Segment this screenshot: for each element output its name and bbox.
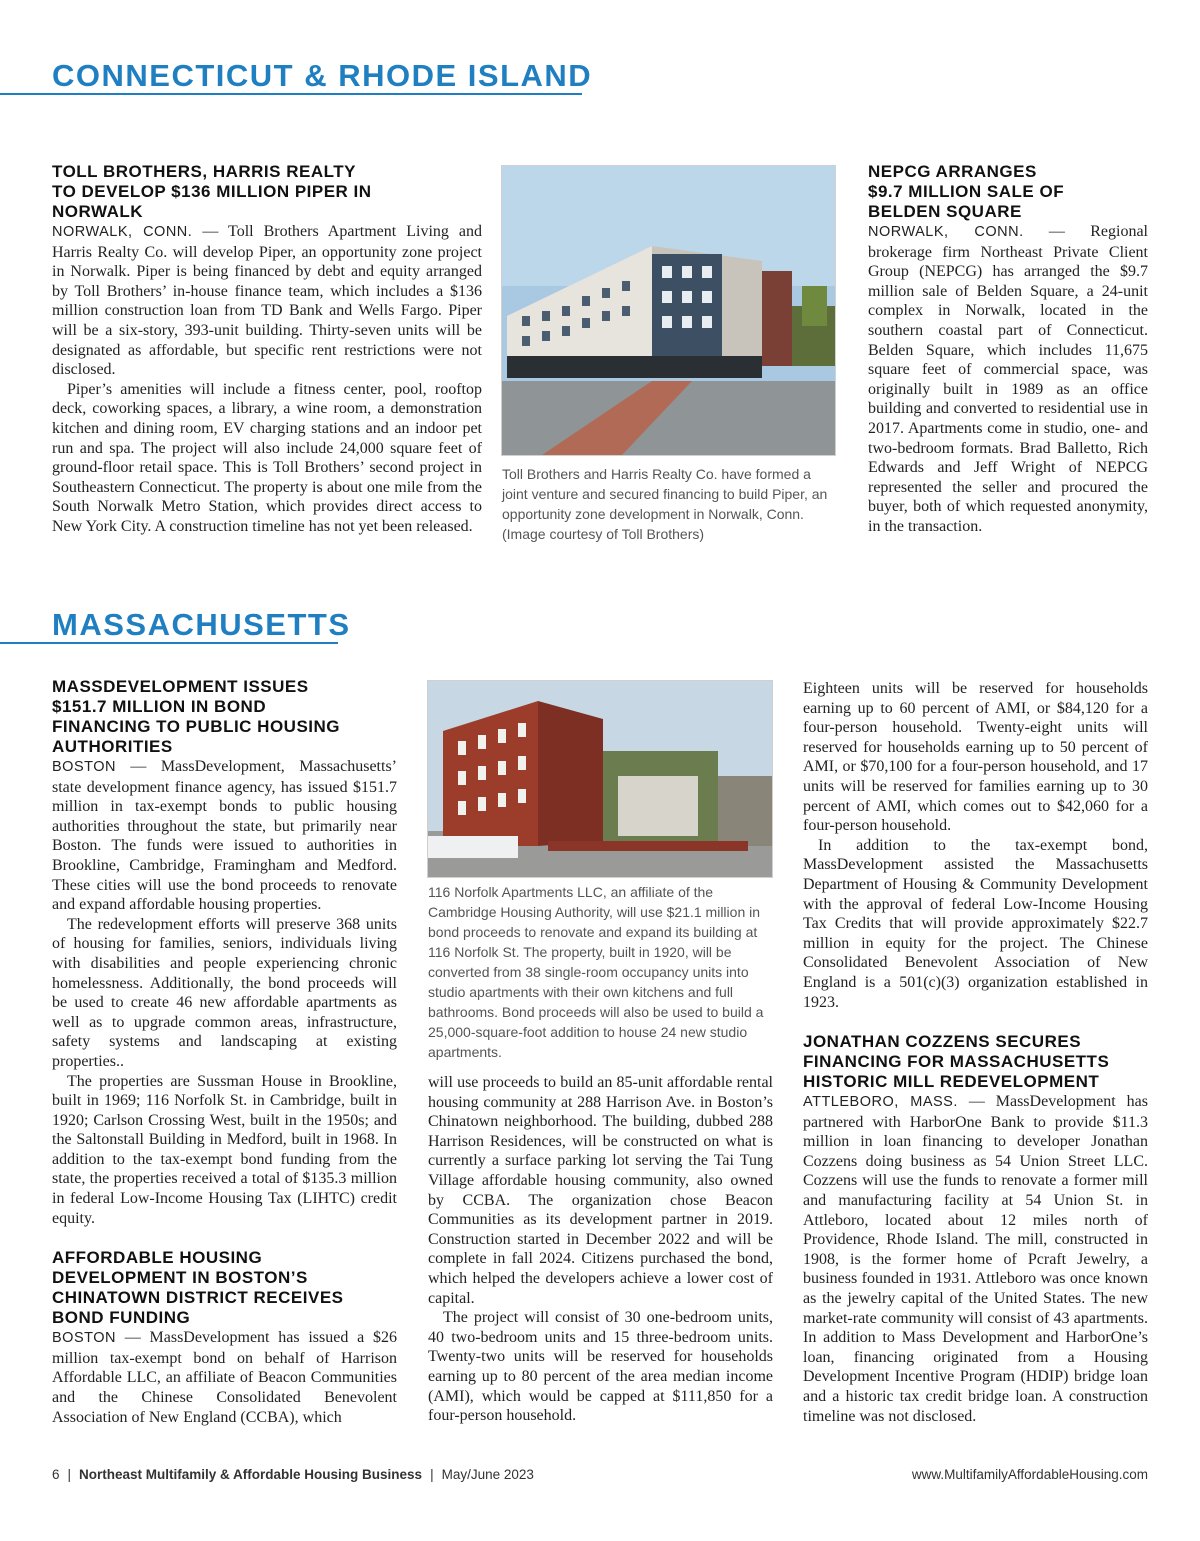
footer-left: 6 | Northeast Multifamily & Affordable Housing Business | May/June 2023 bbox=[52, 1467, 534, 1482]
article-headline: JONATHAN COZZENS SECURES FINANCING FOR MASSACHUSETTS HISTORIC MILL REDEVELOPMENT bbox=[803, 1032, 1110, 1092]
paragraph: — Toll Brothers Apartment Living and Harris Realty Co. will develop Piper, an opportunity zone project in Norwalk. Piper is being financed by debt and equity arranged by Toll Brothers’ in-house finance team, which includes a $136 million construction loan from TD Bank and Wells Fargo. Piper will be a six-story, 393-unit building. Thirty-seven units will be designated as affordable, but specific rent restrictions were not disclosed. bbox=[52, 223, 483, 379]
piper-rendering-photo bbox=[501, 165, 836, 456]
page-footer bbox=[52, 1467, 1148, 1482]
article-body bbox=[52, 222, 482, 537]
article-headline: AFFORDABLE HOUSING DEVELOPMENT IN BOSTON’S CHINATOWN DISTRICT RECEIVES BOND FUNDING bbox=[52, 1248, 344, 1328]
paragraph: The properties are Sussman House in Brookline, built in 1969; 116 Norfolk St. in Cambridge, built in 1920; Carlson Crossing West, built in the 1950s; and the Saltonstall Building in Medford, built in 1968. In addition to the tax-exempt bond funding from the state, the properties received a total of $135.3 million in federal Low-Income Housing Tax (LIHTC) credit equity. bbox=[52, 1072, 397, 1227]
paragraph: The redevelopment efforts will preserve 368 units of housing for families, seniors, individuals living with disabilities and people experiencing chronic homelessness. Additionally, the bond proceeds will be used to create 46 new affordable apartments as well as to upgrade common areas, infrastructure, safety systems and landscaping at existing properties.. bbox=[52, 915, 397, 1070]
section-heading-ct-ri: CONNECTICUT & RHODE ISLAND bbox=[52, 58, 593, 93]
article-body bbox=[803, 1092, 1148, 1426]
dateline: ATTLEBORO, MASS. bbox=[803, 1094, 958, 1111]
norfolk-photo-caption: 116 Norfolk Apartments LLC, an affiliate of the Cambridge Housing Authority, will use $21.1 million in bond proceeds to renovate and expand its building at 116 Norfolk St. The property, built in 1920, will be converted from 38 single-room occupancy units into studio apartments with their own kitchens and full bathrooms. Bond proceeds will also be used to build a 25,000-square-foot addition to house 24 new studio apartments. bbox=[428, 884, 764, 1060]
article-massdev bbox=[52, 677, 397, 1427]
paragraph: In addition to the tax-exempt bond, MassDevelopment assisted the Massachusetts Department of Housing & Community Development with the approval of federal Low-Income Housing Tax Credits that will provide approximately $22.7 million in equity for the project. The Chinese Consolidated Benevolent Association of New England is a 501(c)(3) organization established in 1923. bbox=[803, 836, 1148, 1011]
paragraph: Piper’s amenities will include a fitness center, pool, rooftop deck, coworking spaces, a library, a wine room, a demonstration kitchen and dining room, EV charging stations and an indoor pet run and spa. The project will also include 24,000 square feet of ground-floor retail space. This is Toll Brothers’ second project in Southeastern Connecticut. The property is about one mile from the South Norwalk Metro Station, which provides direct access to New York City. A construction timeline has not yet been released. bbox=[52, 380, 482, 535]
article-headline: NEPCG ARRANGES $9.7 MILLION SALE OF BELDEN SQUARE bbox=[868, 162, 1065, 221]
article-body bbox=[868, 222, 1148, 537]
paragraph: Eighteen units will be reserved for households earning up to 60 percent of AMI, or $84,120 for a four-person household. Twenty-eight units will reserved for households earning up to 50 percent of AMI, or $70,100 for a four-person household, and 17 units will be reserved for families earning up to 30 percent of AMI, which comes out to $42,060 for a four-person household. bbox=[803, 680, 1148, 835]
section-rule bbox=[0, 642, 338, 644]
paragraph: will use proceeds to build an 85-unit affordable rental housing community at 288 Harrison Ave. in Boston’s Chinatown neighborhood. The building, dubbed 288 Harrison Residences, will be constructed on what is currently a surface parking lot serving the Tai Tung Village affordable housing community, also owned by CCBA. The organization chose Beacon Communities as its development partner in 2019. Construction started in December 2022 and will be complete in fall 2024. Citizens purchased the bond, which helped the developers achieve a lower cost of capital. bbox=[428, 1074, 773, 1307]
dateline: NORWALK, CONN. bbox=[868, 224, 1024, 240]
dateline: NORWALK, CONN. bbox=[52, 224, 193, 240]
paragraph: — Regional brokerage firm Northeast Private Client Group (NEPCG) has arranged the $9.7 million sale of Belden Square, a 24-unit complex in Norwalk, located in the southern coastal part of Connecticut. Belden Square, which includes 11,675 square feet of commercial space, was originally built in 1989 as an office building and converted to residential use in 2017. Apartments come in studio, one- and two-bedroom formats. Brad Balletto, Rich Edwards and Jeff Wright of NEPCG represented the seller and procured the buyer, both of which requested anonymity, in the transaction. bbox=[868, 223, 1148, 535]
paragraph: The project will consist of 30 one-bedroom units, 40 two-bedroom units and 15 three-bedroom units. Twenty-two units will be reserved for households earning up to 80 percent of the area median income (AMI), which would be capped at $111,850 for a four-person household. bbox=[428, 1309, 773, 1425]
publication-name: Northeast Multifamily & Affordable Housing Business bbox=[79, 1467, 423, 1482]
article-piper bbox=[52, 162, 482, 537]
paragraph: — MassDevelopment has issued a $26 million tax-exempt bond on behalf of Harrison Affordable LLC, an affiliate of Beacon Communities and the Chinese Consolidated Benevolent Association of New England (CCBA), which bbox=[52, 1329, 397, 1426]
section-heading-massachusetts: MASSACHUSETTS bbox=[52, 607, 351, 642]
article-body bbox=[803, 679, 1148, 1012]
norfolk-rendering-photo bbox=[427, 680, 773, 878]
page-number: 6 bbox=[52, 1467, 60, 1482]
dateline: BOSTON bbox=[52, 1330, 116, 1347]
article-col3 bbox=[803, 679, 1148, 1426]
paragraph: — MassDevelopment has partnered with HarborOne Bank to provide $11.3 million in loan financing to developer Jonathan Cozzens doing business as 54 Union Street LLC. Cozzens will use the funds to renovate a former mill and manufacturing facility at 54 Union St. in Attleboro, located about 12 miles north of Providence, Rhode Island. The mill, constructed in 1908, is the former home of Pcraft Jewelry, a business founded in 1931. Attleboro was once known as the jewelry capital of the United States. The new market-rate community will consist of 43 apartments. In addition to Mass Development and HarborOne’s loan, financing originated from a Housing Development Incentive Program (HDIP) bridge loan and a historic tax credit bridge loan. A construction timeline was not disclosed. bbox=[803, 1093, 1148, 1425]
section-rule bbox=[0, 93, 582, 95]
article-headline: MASSDEVELOPMENT ISSUES $151.7 MILLION IN BOND FINANCING TO PUBLIC HOUSING AUTHORITIES bbox=[52, 677, 341, 756]
paragraph: — MassDevelopment, Massachusetts’ state development finance agency, has issued $151.7 million in tax-exempt bonds to public housing authorities throughout the state, but primarily near Boston. The funds were issued to authorities in Brookline, Cambridge, Framingham and Medford. These cities will use the bond proceeds to renovate and expand affordable housing properties. bbox=[52, 758, 397, 914]
article-body bbox=[428, 1073, 773, 1426]
article-belden bbox=[868, 162, 1148, 537]
dateline: BOSTON bbox=[52, 759, 116, 775]
website-url[interactable]: www.MultifamilyAffordableHousing.com bbox=[911, 1467, 1148, 1482]
article-chinatown-cont bbox=[428, 1073, 773, 1426]
article-body bbox=[52, 1328, 397, 1427]
article-headline: TOLL BROTHERS, HARRIS REALTY TO DEVELOP $136 MILLION PIPER IN NORWALK bbox=[52, 162, 372, 221]
article-body bbox=[52, 757, 397, 1228]
piper-photo-caption: Toll Brothers and Harris Realty Co. have formed a joint venture and secured financing to build Piper, an opportunity zone development in Norwalk, Conn. (Image courtesy of Toll Brothers) bbox=[502, 466, 828, 542]
issue-date: May/June 2023 bbox=[441, 1467, 534, 1482]
